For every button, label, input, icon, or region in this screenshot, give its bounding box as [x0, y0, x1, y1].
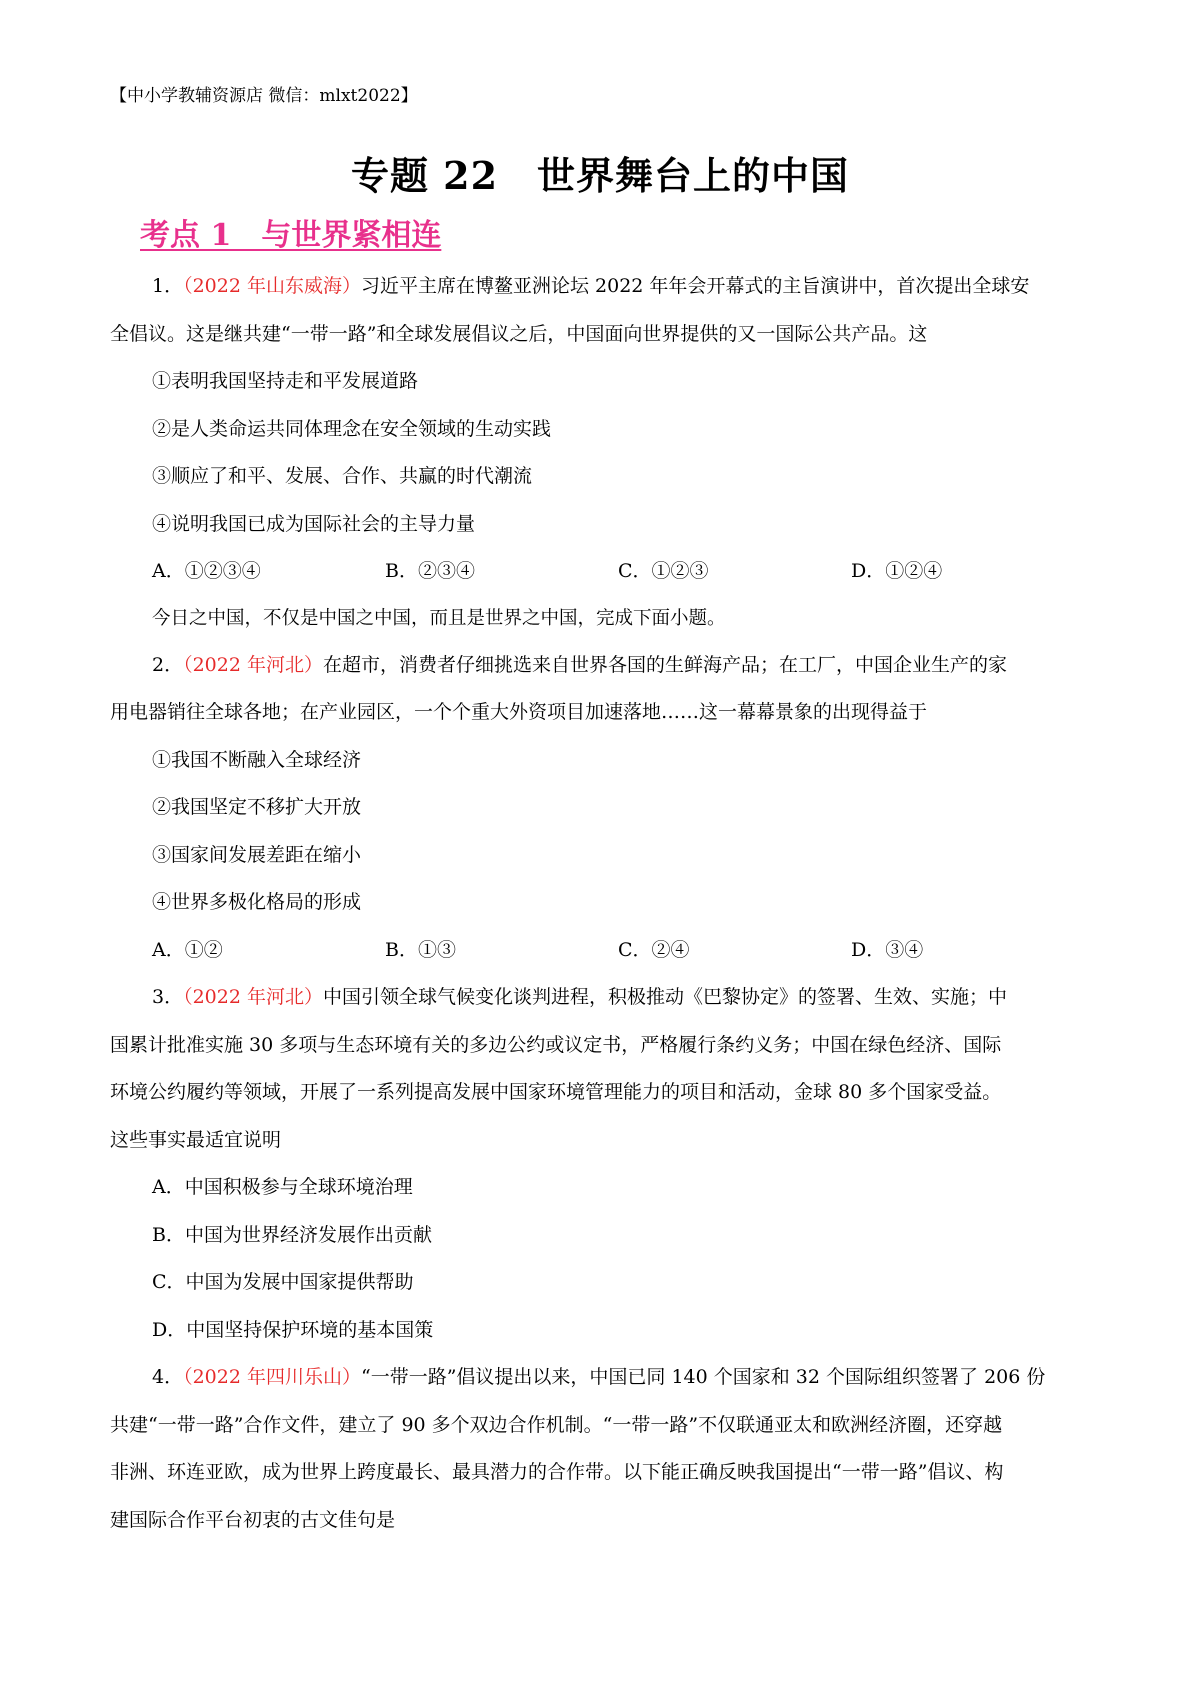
- question-stem: [110, 263, 1095, 311]
- statement-item: ③顺应了和平、发展、合作、共赢的时代潮流: [152, 465, 533, 487]
- option-d: D．中国坚持保护环境的基本国策: [152, 1318, 434, 1341]
- option-a: A．中国积极参与全球环境治理: [152, 1176, 413, 1198]
- question-text: 用电器销往全球各地；在产业园区，一个个重大外资项目加速落地……这一幕幕景象的出现得益于: [110, 701, 928, 723]
- option-b: B．中国为世界经济发展作出贡献: [152, 1223, 432, 1246]
- statement-item: ①表明我国坚持走和平发展道路: [152, 370, 419, 392]
- question-source: （2022 年四川乐山）: [183, 1366, 361, 1388]
- question-number: 3．: [152, 986, 184, 1008]
- page-title: 专题 22 世界舞台上的中国: [350, 153, 850, 198]
- section-heading: 考点 1 与世界紧相连: [140, 218, 442, 253]
- option-c: C．②④: [618, 938, 690, 961]
- question-stem: [110, 642, 1095, 690]
- question-number: 4．: [152, 1366, 184, 1388]
- question-text: 中国引领全球气候变化谈判进程，积极推动《巴黎协定》的签署、生效、实施；中: [323, 986, 1008, 1008]
- answer-options: [110, 927, 1095, 975]
- statement-item: ②是人类命运共同体理念在安全领域的生动实践: [152, 417, 552, 440]
- option-a: A．①②: [152, 938, 223, 961]
- option-d: D．①②④: [851, 560, 943, 582]
- question-source: （2022 年山东威海）: [183, 275, 361, 297]
- option-d: D．③④: [851, 938, 924, 961]
- question-text: 国累计批准实施 30 多项与生态环境有关的多边公约或议定书，严格履行条约义务；中国在绿色经济、国际: [110, 1033, 1002, 1056]
- header-note: 【中小学教辅资源店 微信：mlxt2022】: [110, 86, 418, 106]
- option-a: A．①②③④: [152, 560, 261, 582]
- question-text: “一带一路”倡议提出以来，中国已同 140 个国家和 32 个国际组织签署了 206 份: [361, 1366, 1046, 1388]
- question-text: 全倡议。这是继共建“一带一路”和全球发展倡议之后，中国面向世界提供的又一国际公共产品。这: [110, 322, 928, 345]
- question-3: [110, 974, 1095, 1354]
- question-number: 1．: [152, 275, 184, 297]
- group-intro: 今日之中国，不仅是中国之中国，而且是世界之中国，完成下面小题。: [152, 607, 726, 629]
- question-text: 在超市，消费者仔细挑选来自世界各国的生鲜海产品；在工厂，中国企业生产的家: [323, 653, 1008, 676]
- question-text: 习近平主席在博鳌亚洲论坛 2022 年年会开幕式的主旨演讲中，首次提出全球安: [361, 275, 1030, 297]
- question-list: [110, 263, 1095, 1544]
- question-2: [110, 642, 1095, 975]
- option-c: C．中国为发展中国家提供帮助: [152, 1271, 414, 1293]
- question-text: 建国际合作平台初衷的古文佳句是: [110, 1508, 396, 1531]
- answer-options: [110, 548, 1095, 596]
- statement-item: ④世界多极化格局的形成: [152, 891, 362, 913]
- question-number: 2．: [152, 653, 184, 676]
- statement-item: ②我国坚定不移扩大开放: [152, 796, 362, 818]
- question-text: 非洲、环连亚欧，成为世界上跨度最长、最具潜力的合作带。以下能正确反映我国提出“一带一路”倡议、构: [110, 1461, 1004, 1483]
- statement-item: ④说明我国已成为国际社会的主导力量: [152, 512, 476, 535]
- question-source: （2022 年河北）: [183, 986, 323, 1008]
- question-4: [110, 1354, 1095, 1544]
- option-b: B．①③: [385, 938, 456, 961]
- question-source: （2022 年河北）: [183, 653, 323, 676]
- question-text: 环境公约履约等领域，开展了一系列提高发展中国家环境管理能力的项目和活动，金球 80 多个国家受益。: [110, 1081, 1002, 1103]
- question-stem: [110, 974, 1095, 1022]
- statement-item: ①我国不断融入全球经济: [152, 748, 362, 771]
- option-c: C．①②③: [618, 560, 709, 582]
- option-b: B．②③④: [385, 560, 475, 582]
- question-1: [110, 263, 1095, 596]
- question-text: 这些事实最适宜说明: [110, 1128, 282, 1151]
- statement-item: ③国家间发展差距在缩小: [152, 843, 362, 866]
- question-text: 共建“一带一路”合作文件，建立了 90 多个双边合作机制。“一带一路”不仅联通亚太和欧洲经济圈，还穿越: [110, 1413, 1003, 1436]
- question-stem: [110, 1354, 1095, 1402]
